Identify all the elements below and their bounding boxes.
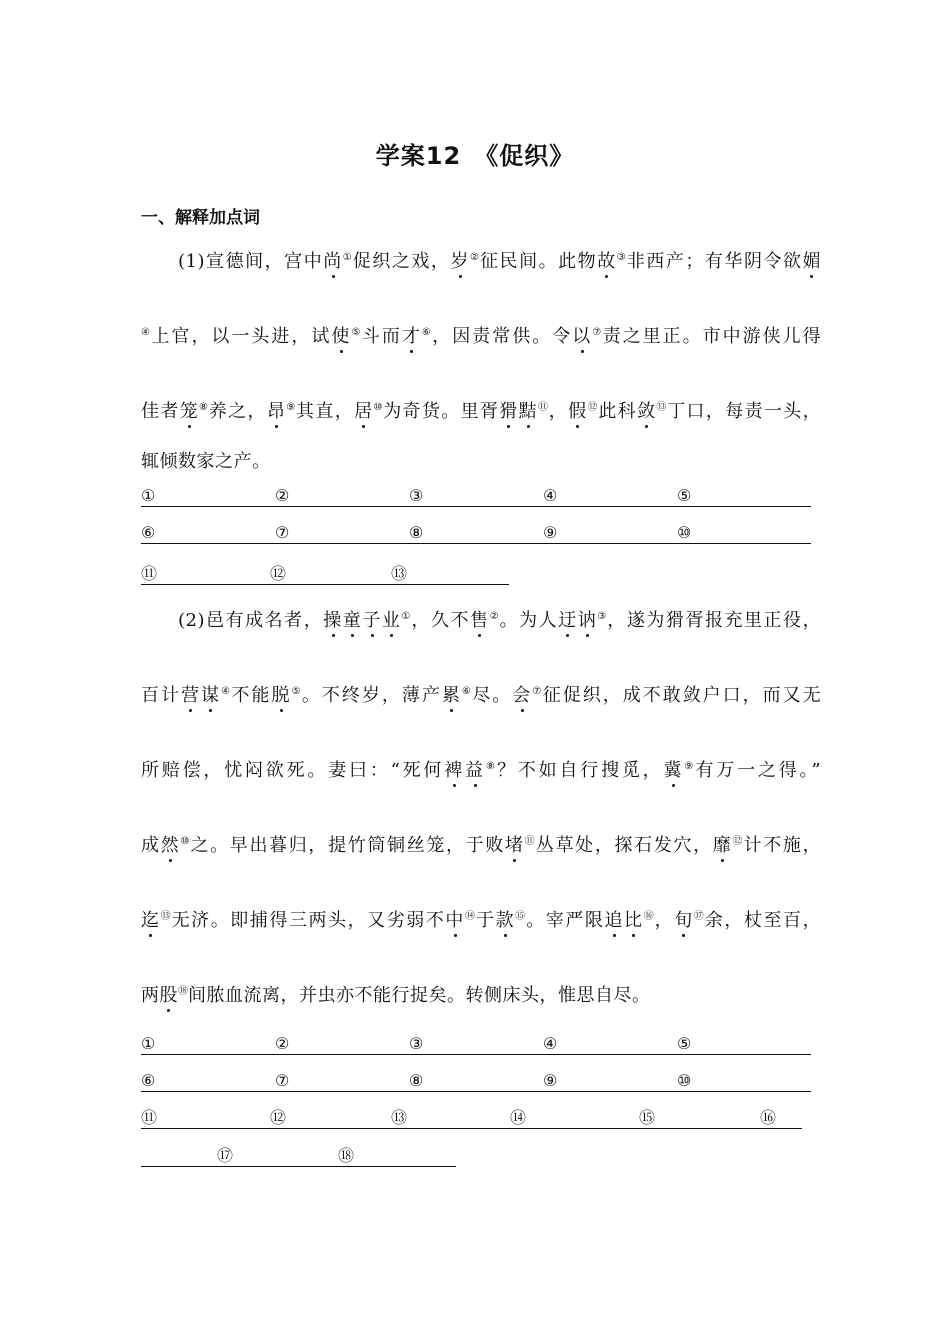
- note-marker: ⑨: [684, 761, 696, 772]
- answer-blank[interactable]: [141, 1106, 270, 1129]
- note-marker: ③: [616, 252, 627, 263]
- answer-blank[interactable]: [141, 521, 275, 544]
- passage-text: 斗而: [361, 326, 402, 347]
- answer-blank[interactable]: [677, 521, 811, 544]
- answer-blank[interactable]: [270, 562, 391, 585]
- passage-text: 佳者: [141, 401, 180, 422]
- answer-blank[interactable]: [141, 1032, 275, 1055]
- note-marker: ①: [401, 611, 412, 622]
- answer-blank[interactable]: [409, 1069, 543, 1092]
- passage-text: 。为人: [499, 610, 559, 631]
- passage-text: 此科: [598, 401, 638, 422]
- blank-number: ①: [141, 486, 156, 505]
- answer-blank[interactable]: [409, 484, 543, 507]
- answer-blank[interactable]: [543, 1069, 677, 1092]
- answer-blank[interactable]: [338, 1144, 456, 1167]
- blank-number: ⑫: [270, 564, 287, 583]
- note-marker: ⑱: [178, 986, 188, 997]
- passage-text: 非西产；有华阴令欲: [626, 251, 803, 272]
- dotted-word: 故: [597, 251, 617, 272]
- blank-number: ⑧: [409, 1071, 424, 1090]
- dotted-word: 旬: [674, 910, 694, 931]
- answer-blank[interactable]: [543, 521, 677, 544]
- blank-number: ⑪: [141, 1108, 158, 1127]
- dotted-word: 股: [159, 985, 178, 1006]
- dotted-word: 营: [180, 685, 201, 706]
- blank-number: ④: [543, 486, 558, 505]
- dotted-word: 假: [568, 401, 588, 422]
- note-marker: ②: [470, 252, 480, 263]
- section-heading: 一、解释加点词: [141, 208, 260, 228]
- answer-blank[interactable]: [217, 1144, 338, 1167]
- passage-text: ，遂为猾胥报充里正役，: [607, 610, 822, 631]
- dotted-word: 靡: [712, 835, 733, 856]
- dotted-word: 业: [381, 610, 402, 631]
- blank-number: ⑦: [275, 1071, 290, 1090]
- passage-text: 其直，: [296, 401, 355, 422]
- blank-number: ②: [275, 1034, 290, 1053]
- blank-number: ⑬: [391, 564, 408, 583]
- dotted-word: 使: [331, 326, 352, 347]
- dotted-word: 然: [160, 835, 181, 856]
- passage-text: 间脓血流离，并虫亦不能行捉矣。转侧床头，惟思自尽。: [188, 985, 651, 1006]
- blank-number: ③: [409, 486, 424, 505]
- answer-blank[interactable]: [510, 1106, 639, 1129]
- dotted-word: 益: [465, 760, 486, 781]
- note-marker: ②: [489, 611, 500, 622]
- answer-blank[interactable]: [543, 484, 677, 507]
- passage-text: ，: [654, 910, 675, 931]
- passage-text: 百计: [141, 685, 181, 706]
- dotted-word: 笼: [179, 401, 200, 422]
- note-marker: ⑰: [693, 911, 705, 922]
- answer-blank[interactable]: [409, 1032, 543, 1055]
- blank-number: ⑪: [141, 564, 158, 583]
- dotted-word: 会: [512, 685, 533, 706]
- note-marker: ⑩: [180, 836, 191, 847]
- passage-line: [141, 755, 821, 783]
- passage-text: 尽。: [472, 685, 513, 706]
- dotted-word: 款: [495, 910, 516, 931]
- blank-number: ⑬: [391, 1108, 408, 1127]
- dotted-word: 尚: [323, 251, 343, 272]
- dotted-word: 迄: [141, 910, 161, 931]
- passage-text: (1)宣德间，宫中: [178, 251, 324, 272]
- dotted-word: 昂: [266, 401, 287, 422]
- note-marker: ⑪: [524, 836, 536, 847]
- passage-line: [141, 680, 821, 708]
- dotted-word: 敛: [637, 401, 657, 422]
- note-marker: ⑦: [532, 686, 543, 697]
- passage-text: ，因责常供。令: [432, 326, 573, 347]
- answer-blank[interactable]: [275, 521, 409, 544]
- blank-number: ④: [543, 1034, 558, 1053]
- dotted-word: 售: [470, 610, 490, 631]
- passage-line: [141, 321, 821, 349]
- note-marker: ④: [220, 686, 232, 697]
- answer-blank[interactable]: [409, 521, 543, 544]
- note-marker: ③: [597, 611, 608, 622]
- passage-line: [141, 905, 821, 933]
- note-marker: ⑨: [286, 402, 297, 413]
- blank-number: ⑫: [270, 1108, 287, 1127]
- passage-text: 计不施，: [743, 835, 822, 856]
- blank-number: ⑩: [677, 1071, 692, 1090]
- answer-blank[interactable]: [141, 1069, 275, 1092]
- answer-blank[interactable]: [275, 1069, 409, 1092]
- note-marker: ⑥: [421, 327, 433, 338]
- dotted-word: 黠: [518, 401, 538, 422]
- answer-blank[interactable]: [391, 1106, 510, 1129]
- note-marker: ⑧: [485, 761, 498, 772]
- passage-text: ？不如自行搜觅，: [497, 760, 664, 781]
- answer-blank[interactable]: [270, 1106, 391, 1129]
- passage-text: 成: [141, 835, 161, 856]
- passage-text: 丁口，每责一头，: [667, 401, 822, 422]
- answer-blank[interactable]: [275, 1032, 409, 1055]
- passage-text: 不能: [231, 685, 272, 706]
- blank-number: ③: [409, 1034, 424, 1053]
- passage-line: [141, 396, 821, 424]
- note-marker: ⑫: [587, 402, 599, 413]
- answer-blank[interactable]: [543, 1032, 677, 1055]
- passage-line: [141, 830, 821, 858]
- passage-text: 无济。即捕得三两头，又劣弱不: [171, 910, 446, 931]
- dotted-word: 堵: [505, 835, 525, 856]
- blank-number: ⑦: [275, 523, 290, 542]
- passage-text: 。宰严限: [526, 910, 605, 931]
- dotted-word: 居: [354, 401, 374, 422]
- note-marker: ⑭: [464, 911, 477, 922]
- answer-blank[interactable]: [141, 562, 270, 585]
- passage-text: 征民间。此物: [480, 251, 598, 272]
- answer-blank-continuation[interactable]: [141, 1144, 217, 1167]
- dotted-word: 媚: [802, 251, 822, 272]
- answer-blank[interactable]: [677, 1069, 811, 1092]
- blank-number: ⑤: [677, 1034, 692, 1053]
- blank-number: ⑤: [677, 486, 692, 505]
- dotted-word: 讷: [577, 610, 598, 631]
- passage-text: 上官，以一头进，试: [151, 326, 332, 347]
- passage-text: 两: [141, 985, 160, 1006]
- dotted-word: 累: [441, 685, 462, 706]
- blank-number: ①: [141, 1034, 156, 1053]
- dotted-word: 以: [572, 326, 593, 347]
- passage-text: ，久不: [411, 610, 471, 631]
- note-marker: ⑬: [656, 402, 668, 413]
- blank-number: ⑨: [543, 523, 558, 542]
- note-marker: ⑬: [160, 911, 172, 922]
- passage-text: 于: [476, 910, 496, 931]
- blank-number: ⑥: [141, 1071, 156, 1090]
- passage-text: 促织之戏，: [352, 251, 451, 272]
- note-marker: ⑩: [373, 402, 384, 413]
- page-title: 学案12 《促织》: [375, 142, 575, 170]
- dotted-word: 中: [445, 910, 465, 931]
- passage-text: 为奇货。里胥: [383, 401, 500, 422]
- answer-blank[interactable]: [639, 1106, 760, 1129]
- note-marker: ④: [141, 327, 152, 338]
- dotted-word: 子: [362, 610, 382, 631]
- note-marker: ⑫: [732, 836, 744, 847]
- dotted-word: 脱: [271, 685, 292, 706]
- note-marker: ⑥: [461, 686, 473, 697]
- passage-text: 有万一之得。”: [695, 760, 822, 781]
- answer-blank[interactable]: [677, 484, 811, 507]
- passage-text: 责之里正。市中游侠儿得: [602, 326, 822, 347]
- note-marker: ⑤: [291, 686, 302, 697]
- blank-number: ⑭: [510, 1108, 527, 1127]
- blank-number: ⑩: [677, 523, 692, 542]
- blank-number: ⑧: [409, 523, 424, 542]
- note-marker: ①: [342, 252, 353, 263]
- note-marker: ⑤: [351, 327, 362, 338]
- blank-number: ⑰: [217, 1146, 234, 1165]
- dotted-word: 猾: [499, 401, 519, 422]
- dotted-word: 比: [624, 910, 644, 931]
- dotted-word: 裨: [444, 760, 465, 781]
- passage-text: 。不终岁，薄产: [301, 685, 442, 706]
- passage-text: ，: [548, 401, 569, 422]
- note-marker: ⑮: [515, 911, 527, 922]
- passage-line: [178, 605, 821, 633]
- dotted-word: 谋: [200, 685, 221, 706]
- note-marker: ⑦: [592, 327, 603, 338]
- answer-blank[interactable]: [677, 1032, 811, 1055]
- passage-text: 养之，: [208, 401, 267, 422]
- passage-text: (2)邑有成名者，: [178, 610, 324, 631]
- passage-line: [141, 980, 821, 1008]
- dotted-word: 岁: [450, 251, 470, 272]
- blank-number: ⑨: [543, 1071, 558, 1090]
- blank-number: ②: [275, 486, 290, 505]
- blank-number: ⑥: [141, 523, 156, 542]
- blank-number: ⑱: [338, 1146, 355, 1165]
- note-marker: ⑯: [643, 911, 655, 922]
- dotted-word: 迂: [558, 610, 578, 631]
- answer-blank[interactable]: [760, 1106, 802, 1129]
- blank-number: ⑯: [760, 1108, 777, 1127]
- passage-text: 征促织，成不敢敛户口，而又无: [542, 685, 822, 706]
- dotted-word: 童: [342, 610, 363, 631]
- dotted-word: 冀: [663, 760, 685, 781]
- answer-blank[interactable]: [275, 484, 409, 507]
- blank-number: ⑮: [639, 1108, 656, 1127]
- dotted-word: 才: [401, 326, 422, 347]
- passage-text: 之。早出暮归，提竹筒铜丝笼，于败: [190, 835, 505, 856]
- passage-line: [178, 246, 821, 274]
- answer-blank[interactable]: [391, 562, 509, 585]
- passage-text: 辄倾数家之产。: [141, 451, 271, 472]
- dotted-word: 追: [604, 910, 625, 931]
- passage-text: 余，杖至百，: [704, 910, 822, 931]
- passage-line: [141, 450, 821, 474]
- note-marker: ⑪: [537, 402, 549, 413]
- passage-text: 所赔偿，忧闷欲死。妻曰：“死何: [141, 760, 445, 781]
- answer-blank[interactable]: [141, 484, 275, 507]
- dotted-word: 操: [323, 610, 343, 631]
- passage-text: 丛草处，探石发穴，: [535, 835, 713, 856]
- note-marker: ⑧: [199, 402, 209, 413]
